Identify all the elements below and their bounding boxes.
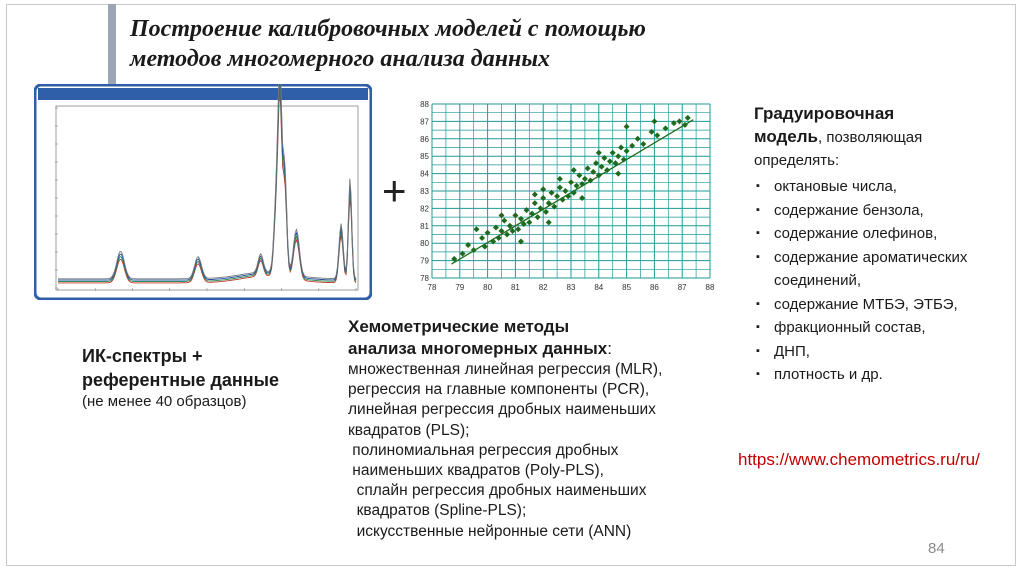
methods-list-item: регрессия на главные компоненты (PCR), (348, 381, 650, 399)
methods-list-item: наименьших квадратов (Poly-PLS), (348, 462, 604, 480)
methods-list-item: множественная линейная регрессия (MLR), (348, 361, 663, 378)
scatter-point (473, 226, 479, 232)
capability-item (754, 199, 1016, 223)
scatter-point (649, 129, 655, 135)
capability-item (754, 222, 1016, 246)
scatter-point (663, 125, 669, 131)
scatter-point (535, 214, 541, 220)
slide-title-line1: Построение калибровочных моделей с помощью (130, 16, 646, 42)
capability-item-label: октановые числа, (774, 178, 897, 195)
x-tick-label: 85 (622, 283, 632, 292)
scatter-point (624, 124, 630, 130)
model-heading-line2 (754, 125, 1016, 149)
scatter-point (651, 118, 657, 124)
scatter-point (599, 164, 605, 170)
calibration-model-info (754, 102, 1016, 387)
y-tick-label: 81 (420, 221, 429, 231)
scatter-point (526, 219, 532, 225)
capability-item-label: содержание бензола, (774, 201, 924, 219)
calibration-scatter-chart (414, 98, 720, 294)
capability-item (754, 316, 1016, 340)
y-tick-label: 86 (420, 134, 429, 144)
ir-caption-subtitle: (не менее 40 образцов) (82, 393, 247, 410)
scatter-point (593, 160, 599, 166)
methods-list-item: искусственные нейронные сети (ANN) (348, 522, 632, 540)
methods-heading-line2 (348, 338, 748, 360)
x-tick-label: 82 (538, 283, 548, 292)
scatter-point (596, 150, 602, 156)
x-tick-label: 79 (455, 283, 465, 292)
scatter-point (618, 145, 624, 151)
capability-item (754, 246, 1016, 293)
model-heading-bold: модель (754, 127, 819, 146)
capability-item-label: содержание ароматических соединений, (774, 248, 968, 289)
chemometrics-link[interactable]: https://www.chemometrics.ru/ru/ (738, 450, 980, 469)
scatter-point (543, 209, 549, 215)
capability-item-label: содержание олефинов, (774, 225, 938, 242)
scatter-point (532, 191, 538, 197)
scatter-point (571, 167, 577, 173)
capability-item-label: ДНП, (774, 342, 810, 360)
bullet-icon: ▪ (756, 321, 760, 333)
methods-heading-line1: Хемометрические методы (348, 317, 570, 336)
plus-sign: + (382, 167, 407, 214)
scatter-point (629, 143, 635, 149)
bullet-icon: ▪ (756, 368, 760, 380)
bullet-icon: ▪ (756, 180, 760, 192)
scatter-point (562, 188, 568, 194)
scatter-point (515, 226, 521, 232)
scatter-point (615, 171, 621, 177)
methods-heading-colon: : (607, 339, 612, 358)
capability-item-label: плотность и др. (774, 366, 883, 383)
capability-item-label: содержание МТБЭ, ЭТБЭ, (774, 295, 958, 313)
model-intro-tail: , позволяющая (818, 129, 923, 146)
ir-caption-line1: ИК-спектры + (82, 346, 203, 366)
methods-list-item: полиномиальная регрессия дробных (348, 441, 619, 459)
bullet-icon: ▪ (756, 297, 760, 310)
scatter-point (540, 195, 546, 201)
model-heading-line1: Градуировочная (754, 104, 895, 123)
scatter-point (501, 218, 507, 224)
scatter-point (615, 153, 621, 159)
methods-list (348, 360, 748, 542)
slide-title (130, 14, 890, 74)
slide-title-line2: методов многомерного анализа данных (130, 46, 550, 72)
methods-list-item: сплайн регрессия дробных наименьших (348, 482, 647, 500)
x-tick-label: 87 (677, 283, 687, 292)
spectrum-header-bar (38, 88, 368, 100)
scatter-point (546, 219, 552, 225)
x-tick-label: 78 (427, 283, 437, 292)
scatter-point (554, 193, 560, 199)
scatter-point (479, 235, 485, 241)
capability-item (754, 363, 1016, 387)
scatter-point (607, 158, 613, 164)
scatter-point (557, 176, 563, 182)
scatter-point (676, 118, 682, 124)
capability-item-label: фракционный состав, (774, 319, 926, 336)
page-number: 84 (928, 540, 945, 557)
y-tick-label: 85 (420, 152, 429, 162)
y-tick-label: 87 (420, 117, 429, 127)
methods-list-item: квадратов (Spline-PLS); (348, 502, 527, 520)
y-tick-label: 78 (420, 274, 429, 283)
x-tick-label: 80 (483, 283, 493, 292)
y-tick-label: 88 (420, 100, 429, 109)
scatter-point (557, 185, 563, 191)
spectrum-plot-area (56, 106, 358, 290)
y-tick-label: 82 (420, 204, 429, 214)
scatter-point (568, 179, 574, 185)
y-tick-label: 84 (420, 169, 429, 179)
scatter-point (582, 176, 588, 182)
x-tick-label: 84 (594, 283, 604, 292)
title-accent-bar (108, 4, 116, 88)
model-capabilities-list (754, 175, 1016, 387)
capability-item (754, 340, 1016, 364)
bullet-icon: ▪ (756, 203, 760, 216)
scatter-point (532, 200, 538, 206)
x-tick-label: 81 (510, 283, 520, 292)
scatter-point (499, 212, 505, 218)
ir-spectra-image (34, 84, 372, 300)
scatter-point (512, 212, 518, 218)
ir-caption-line2: референтные данные (82, 370, 280, 390)
model-intro-line2: определять: (754, 152, 840, 169)
capability-item (754, 293, 1016, 317)
bullet-icon: ▪ (756, 344, 760, 357)
y-tick-label: 83 (420, 187, 429, 196)
y-tick-label: 79 (420, 256, 429, 266)
methods-list-item: квадратов (PLS); (348, 421, 470, 439)
scatter-point (635, 136, 641, 142)
x-tick-label: 86 (649, 283, 659, 292)
scatter-point (685, 115, 691, 121)
y-tick-label: 80 (420, 239, 429, 249)
scatter-point (579, 195, 585, 201)
x-tick-label: 83 (566, 283, 576, 292)
capability-item (754, 175, 1016, 199)
scatter-point (585, 165, 591, 171)
scatter-point (624, 148, 630, 154)
scatter-point (640, 141, 646, 147)
scatter-point (610, 150, 616, 156)
ir-spectra-caption (82, 344, 342, 412)
x-tick-label: 88 (705, 283, 715, 292)
methods-heading-text: анализа многомерных данных (348, 339, 608, 358)
scatter-point (485, 230, 491, 236)
bullet-icon: ▪ (756, 227, 760, 239)
chemometric-methods (348, 316, 748, 542)
methods-list-item: линейная регрессия дробных наименьших (348, 401, 656, 419)
bullet-icon: ▪ (756, 250, 760, 263)
scatter-point (654, 132, 660, 138)
